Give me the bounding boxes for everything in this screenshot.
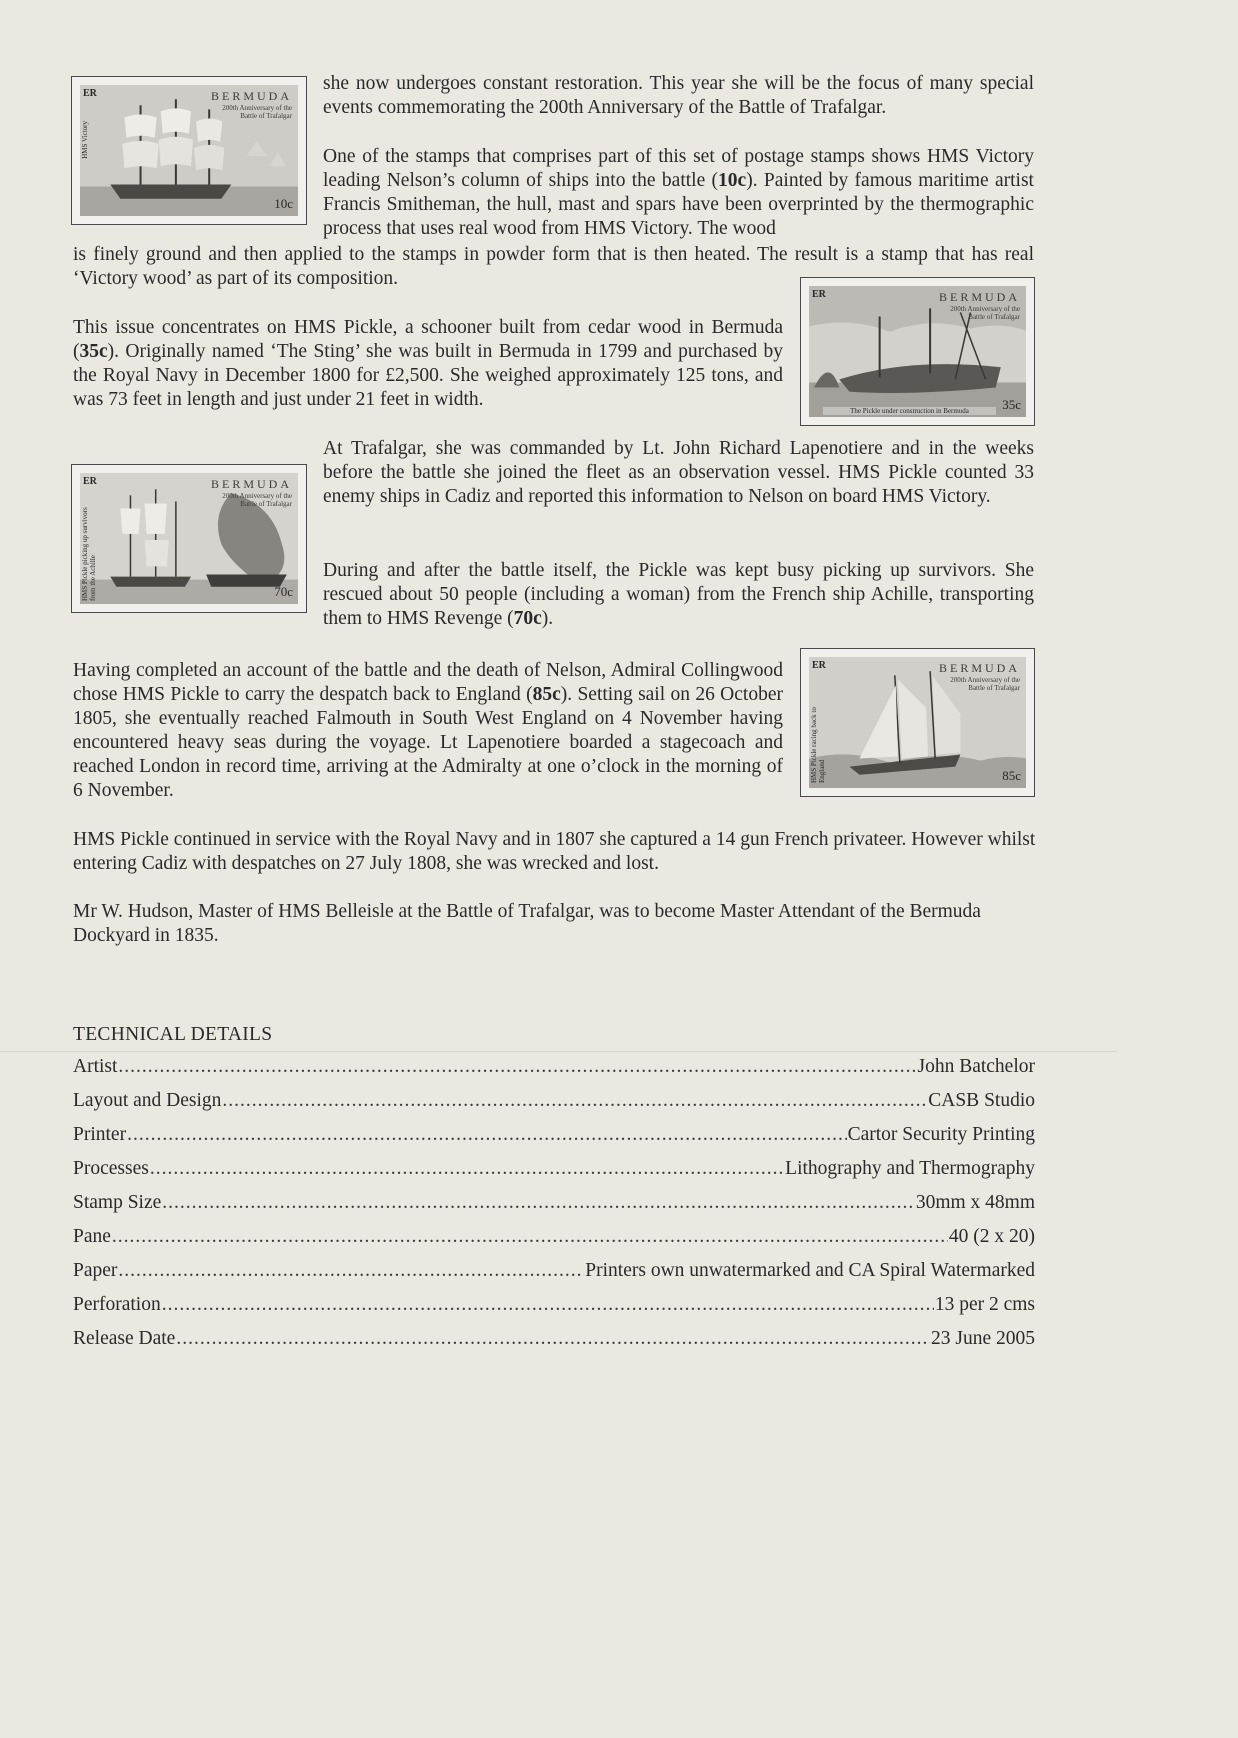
tech-value: 13 per 2 cms [934, 1294, 1035, 1315]
stamp-value-ref: 70c [513, 608, 542, 629]
leader-dots [162, 1192, 915, 1214]
stamp-value: 70c [274, 584, 293, 599]
paragraph-pickle-schooner [73, 316, 783, 412]
paragraph-survivors [323, 559, 1034, 631]
royal-cypher: ER [83, 476, 97, 487]
tech-row-processes [73, 1158, 1035, 1180]
tech-value: Lithography and Thermography [785, 1158, 1035, 1179]
paragraph-victory-stamp [323, 145, 1034, 241]
stamp-artwork [809, 286, 1026, 417]
tech-row-pane [73, 1226, 1035, 1248]
stamp-image-85c [800, 648, 1035, 797]
leader-dots [118, 1260, 584, 1282]
tech-row-perforation [73, 1294, 1035, 1316]
tech-label: Stamp Size [73, 1192, 162, 1213]
tech-value: Cartor Security Printing [847, 1124, 1035, 1145]
stamp-side-text: HMS Pickle racing back to England [810, 707, 826, 783]
stamp-anniversary: 200th Anniversary of the Battle of Trafalgar [222, 104, 292, 120]
tech-label: Pane [73, 1226, 111, 1247]
technical-details-title: TECHNICAL DETAILS [73, 1024, 273, 1045]
tech-label: Paper [73, 1260, 118, 1281]
stamp-country: BERMUDA [210, 89, 292, 103]
leader-dots [162, 1294, 934, 1316]
stamp-image-35c [800, 277, 1035, 426]
stamp-anniversary: 200th Anniversary of the Battle of Trafalgar [222, 492, 292, 508]
stamp-artwork [80, 473, 298, 604]
paper-fold-line [0, 1051, 1117, 1053]
tech-value: 23 June 2005 [931, 1328, 1035, 1349]
text: One of the stamps that comprises part of this set of postage stamps shows HMS Victory leading Nelson’s column of ships into the battle ( [323, 146, 1034, 191]
tech-value: 40 (2 x 20) [948, 1226, 1035, 1247]
tech-label: Processes [73, 1158, 149, 1179]
paragraph-restoration: she now undergoes constant restoration. This year she will be the focus of many special events commemorating the 200th Anniversary of the Battle of Trafalgar. [323, 73, 1034, 118]
royal-cypher: ER [83, 88, 97, 99]
leader-dots [176, 1328, 930, 1350]
tech-label: Perforation [73, 1294, 161, 1315]
stamp-image-70c [71, 464, 307, 613]
text: Having completed an account of the battle and the death of Nelson, Admiral Collingwood chose HMS Pickle to carry the despatch back to England ( [73, 660, 783, 705]
paragraph-despatch [73, 659, 783, 803]
stamp-side-text: HMS Pickle picking up survivors from the Achille [81, 507, 97, 601]
paragraph-wrecked: HMS Pickle continued in service with the Royal Navy and in 1807 she captured a 14 gun French privateer. However whilst entering Cadiz with despatches on 27 July 1808, she was wrecked and lost. [73, 829, 1036, 874]
leader-dots [150, 1158, 784, 1180]
tech-value: John Batchelor [917, 1056, 1035, 1077]
stamp-side-text: HMS Victory [81, 121, 89, 159]
stamp-country: BERMUDA [938, 290, 1020, 304]
tech-row-release-date [73, 1328, 1035, 1350]
text: ). Painted by famous maritime artist Francis Smitheman, the hull, mast and spars have been overprinted by the thermographic process that uses real wood from HMS Victory. The wood [323, 170, 1034, 239]
stamp-value: 35c [1002, 397, 1021, 412]
stamp-value-ref: 10c [718, 170, 747, 191]
stamp-value: 10c [274, 196, 293, 211]
tech-label: Release Date [73, 1328, 176, 1349]
tech-value: CASB Studio [928, 1090, 1035, 1111]
royal-cypher: ER [812, 660, 826, 671]
leader-dots [222, 1090, 927, 1112]
tech-label: Printer [73, 1124, 127, 1145]
leader-dots [118, 1056, 916, 1078]
tech-row-stamp-size [73, 1192, 1035, 1214]
leader-dots [127, 1124, 847, 1146]
tech-value: Printers own unwatermarked and CA Spiral Watermarked [585, 1260, 1035, 1281]
tech-row-layout [73, 1090, 1035, 1112]
tech-row-paper [73, 1260, 1035, 1282]
stamp-artwork [80, 85, 298, 216]
stamp-anniversary: 200th Anniversary of the Battle of Trafalgar [950, 676, 1020, 692]
stamp-artwork [809, 657, 1026, 788]
text: This issue concentrates on HMS Pickle, a schooner built from cedar wood in Bermuda ( [73, 317, 783, 362]
leader-dots [112, 1226, 948, 1248]
paragraph-hudson: Mr W. Hudson, Master of HMS Belleisle at the Battle of Trafalgar, was to become Master Attendant of the Bermuda Dockyard in 1835. [73, 901, 981, 946]
paragraph-trafalgar-observation: At Trafalgar, she was commanded by Lt. John Richard Lapenotiere and in the weeks before the battle she joined the fleet as an observation vessel. HMS Pickle counted 33 enemy ships in Cadiz and reported this information to Nelson on board HMS Victory. [323, 438, 1034, 507]
text: ). Originally named ‘The Sting’ she was built in Bermuda in 1799 and purchased by the Royal Navy in December 1800 for £2,500. She weighed approximately 125 tons, and was 73 feet in length and just under 21 feet in width. [73, 341, 783, 410]
tech-value: 30mm x 48mm [915, 1192, 1035, 1213]
stamp-country: BERMUDA [210, 477, 292, 491]
stamp-image-10c [71, 76, 307, 225]
stamp-country: BERMUDA [938, 661, 1020, 675]
stamp-value: 85c [1002, 768, 1021, 783]
tech-row-artist [73, 1056, 1035, 1078]
text: During and after the battle itself, the Pickle was kept busy picking up survivors. She rescued about 50 people (including a woman) from the French ship Achille, transporting them to HMS Revenge ( [323, 560, 1034, 629]
text: ). Setting sail on 26 October 1805, she eventually reached Falmouth in South West England on 4 November having encountered heavy seas during the voyage. Lt Lapenotiere boarded a stagecoach and reached London in record time, arriving at the Admiralty at one o’clock in the morning of 6 November. [73, 684, 783, 801]
royal-cypher: ER [812, 289, 826, 300]
tech-label: Artist [73, 1056, 118, 1077]
stamp-value-ref: 85c [532, 684, 561, 705]
tech-row-printer [73, 1124, 1035, 1146]
stamp-anniversary: 200th Anniversary of the Battle of Trafalgar [950, 305, 1020, 321]
tech-label: Layout and Design [73, 1090, 222, 1111]
paragraph-victory-wood: is finely ground and then applied to the stamps in powder form that is then heated. The result is a stamp that has real ‘Victory wood’ as part of its composition. [73, 244, 1034, 289]
stamp-value-ref: 35c [79, 341, 108, 362]
text: ). [541, 608, 554, 629]
stamp-caption: The Pickle under construction in Bermuda [823, 407, 996, 415]
